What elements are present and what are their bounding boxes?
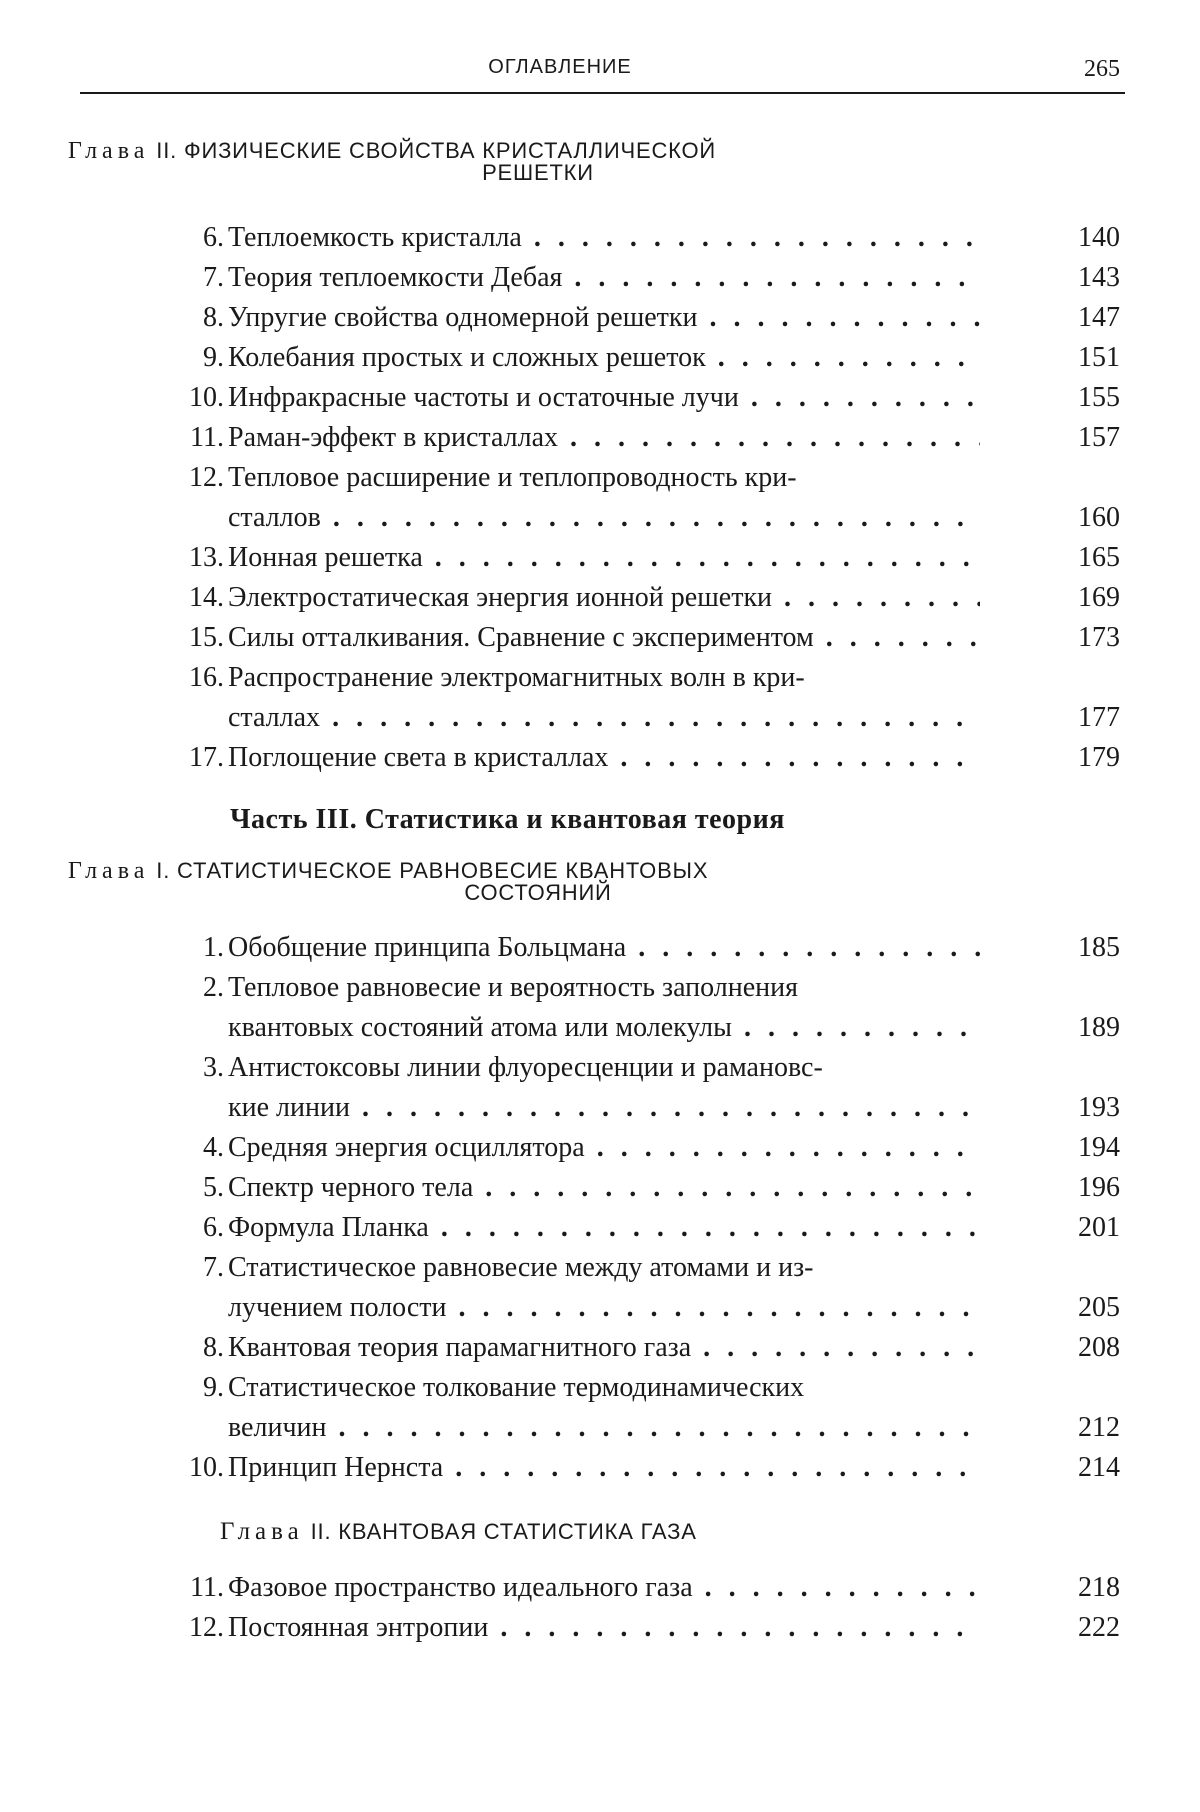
entry-title: сталлов . . . [228,498,980,538]
toc-entry [150,738,1120,778]
part-iii-heading: Часть III. Статистика и квантовая теория [230,804,785,835]
entry-number: 6. [203,1212,224,1243]
entry-number: 4. [203,1132,224,1163]
entry-page-number: 151 [1078,342,1120,373]
toc-entry-line [150,1288,1120,1328]
entry-title: Упругие свойства одномерной решетки . . . [228,298,980,338]
entry-title: Фазовое пространство идеального газа . . . [228,1568,980,1608]
toc-entry [150,258,1120,298]
entry-page-number: 205 [1078,1292,1120,1323]
running-title: ОГЛАВЛЕНИЕ [488,56,632,78]
entry-title: Ионная решетка . . . [228,538,980,578]
toc-entry-line [150,378,1120,418]
entry-page-number: 185 [1078,932,1120,963]
entry-page-number: 179 [1078,742,1120,773]
toc-entry [150,1168,1120,1208]
entry-title: Тепловое равновесие и вероятность заполнения [228,972,799,1003]
toc-entry-line [150,1328,1120,1368]
entry-number: 14. [189,582,224,613]
toc-entry-line [150,1568,1120,1608]
toc-entry [150,658,1120,738]
entry-number: 11. [190,1572,224,1603]
entry-page-number: 194 [1078,1132,1120,1163]
entry-title: Распространение электромагнитных волн в кри- [228,662,805,693]
toc-entry-line [150,618,1120,658]
toc-entry [150,928,1120,968]
entry-number: 9. [203,1372,224,1403]
entry-number: 7. [203,262,224,293]
toc-entry-line [150,458,1120,498]
toc-entry-line [150,1088,1120,1128]
entry-title: Теплоемкость кристалла . . . [228,218,980,258]
toc-entry-line [150,1208,1120,1248]
chapter-title-continuation: СОСТОЯНИЙ [464,880,612,905]
toc-entry [150,298,1120,338]
chapter-prefix: Глава [220,1518,304,1545]
chapter-prefix: Глава [68,858,150,884]
chapter-i-heading [68,860,968,904]
toc-entry-line [150,1048,1120,1088]
toc-entry-line [150,1248,1120,1288]
entry-title: Средняя энергия осциллятора . . . [228,1128,980,1168]
entry-title: Электростатическая энергия ионной решетки . . . [228,578,980,618]
toc-entry [150,1328,1120,1368]
entry-page-number: 193 [1078,1092,1120,1123]
chapter-ii-heading [68,140,968,184]
entry-title: Обобщение принципа Больцмана . . . [228,928,980,968]
toc-entry [150,578,1120,618]
entry-title: Тепловое расширение и теплопроводность кри- [228,462,797,493]
toc-entry [150,1128,1120,1168]
entry-page-number: 147 [1078,302,1120,333]
entry-number: 10. [189,1452,224,1483]
chapter-title: II. КВАНТОВАЯ СТАТИСТИКА ГАЗА [310,1519,697,1544]
toc-entry [150,968,1120,1048]
toc-entry [150,1368,1120,1448]
entry-page-number: 214 [1078,1452,1120,1483]
toc-entry-line [150,658,1120,698]
entry-title: Колебания простых и сложных решеток . . . [228,338,980,378]
entry-number: 12. [189,1612,224,1643]
toc-entry-line [150,1448,1120,1488]
entry-page-number: 143 [1078,262,1120,293]
toc-entry-line [150,1368,1120,1408]
chapter-title: I. СТАТИСТИЧЕСКОЕ РАВНОВЕСИЕ КВАНТОВЫХ [156,858,709,883]
entry-title: Инфракрасные частоты и остаточные лучи . . . [228,378,980,418]
toc-entry-line [150,338,1120,378]
entry-page-number: 189 [1078,1012,1120,1043]
entry-title: Статистическое толкование термодинамических [228,1372,805,1403]
entry-number: 10. [189,382,224,413]
entry-number: 9. [203,342,224,373]
toc-entry-line [150,738,1120,778]
chapter-prefix: Глава [68,138,150,164]
entry-title: Силы отталкивания. Сравнение с экспериментом . . . [228,618,980,658]
toc-entry [150,1208,1120,1248]
entry-page-number: 140 [1078,222,1120,253]
entry-number: 5. [203,1172,224,1203]
entry-title: лучением полости . . . [228,1288,980,1328]
entry-page-number: 218 [1078,1572,1120,1603]
toc-entry-line [150,298,1120,338]
entry-page-number: 165 [1078,542,1120,573]
entry-title: Квантовая теория парамагнитного газа . . . [228,1328,980,1368]
entry-number: 8. [203,1332,224,1363]
toc-entry [150,618,1120,658]
toc-entry-line [150,698,1120,738]
entry-title: сталлах . . . [228,698,980,738]
toc-entry-line [150,1168,1120,1208]
entry-page-number: 157 [1078,422,1120,453]
toc-entry [150,338,1120,378]
toc-entry [150,1048,1120,1128]
entry-page-number: 169 [1078,582,1120,613]
entry-number: 17. [189,742,224,773]
header-rule [80,92,1125,94]
entry-number: 8. [203,302,224,333]
entry-page-number: 212 [1078,1412,1120,1443]
chapter-title-continuation: РЕШЕТКИ [482,160,594,185]
toc-entry [150,378,1120,418]
entry-title: Спектр черного тела . . . [228,1168,980,1208]
entry-title: Поглощение света в кристаллах . . . [228,738,980,778]
entry-page-number: 173 [1078,622,1120,653]
entry-page-number: 196 [1078,1172,1120,1203]
toc-entry-line [150,418,1120,458]
entry-number: 2. [203,972,224,1003]
entry-title: кие линии . . . [228,1088,980,1128]
entry-number: 6. [203,222,224,253]
entry-number: 1. [203,932,224,963]
entry-title: Постоянная энтропии . . . [228,1608,980,1648]
toc-entry-line [150,538,1120,578]
toc-entry-line [150,218,1120,258]
entry-title: Принцип Нернста . . . [228,1448,980,1488]
entry-number: 16. [189,662,224,693]
entry-page-number: 177 [1078,702,1120,733]
toc-entry-line [150,1128,1120,1168]
entry-number: 13. [189,542,224,573]
entry-number: 11. [190,422,224,453]
entry-title: Антистоксовы линии флуоресценции и рамановс- [228,1052,823,1083]
entry-number: 12. [189,462,224,493]
entry-title: Статистическое равновесие между атомами и из- [228,1252,814,1283]
entry-page-number: 201 [1078,1212,1120,1243]
toc-entry-line [150,578,1120,618]
toc-entry-line [150,1408,1120,1448]
entry-title: Формула Планка . . . [228,1208,980,1248]
toc-entry-line [150,258,1120,298]
toc-entry-line [150,928,1120,968]
entry-number: 3. [203,1052,224,1083]
toc-entry [150,218,1120,258]
toc-entry-line [150,968,1120,1008]
entry-page-number: 222 [1078,1612,1120,1643]
toc-entry [150,458,1120,538]
entry-title: Теория теплоемкости Дебая . . . [228,258,980,298]
entry-page-number: 208 [1078,1332,1120,1363]
entry-title: Раман-эффект в кристаллах . . . [228,418,980,458]
entry-title: величин . . . [228,1408,980,1448]
chapter-title: II. ФИЗИЧЕСКИЕ СВОЙСТВА КРИСТАЛЛИЧЕСКОЙ [156,138,717,163]
toc-entry-line [150,498,1120,538]
chapter-ii-gas-heading [220,1518,1020,1546]
toc-entry [150,1448,1120,1488]
toc-entry [150,1608,1120,1648]
entry-number: 15. [189,622,224,653]
entry-number: 7. [203,1252,224,1283]
toc-entry-line [150,1608,1120,1648]
toc-entry [150,538,1120,578]
toc-entry [150,418,1120,458]
toc-entry [150,1568,1120,1608]
entry-title: квантовых состояний атома или молекулы . . . [228,1008,980,1048]
toc-entry-line [150,1008,1120,1048]
entry-page-number: 155 [1078,382,1120,413]
toc-entry [150,1248,1120,1328]
entry-page-number: 160 [1078,502,1120,533]
page-number: 265 [1084,56,1120,82]
